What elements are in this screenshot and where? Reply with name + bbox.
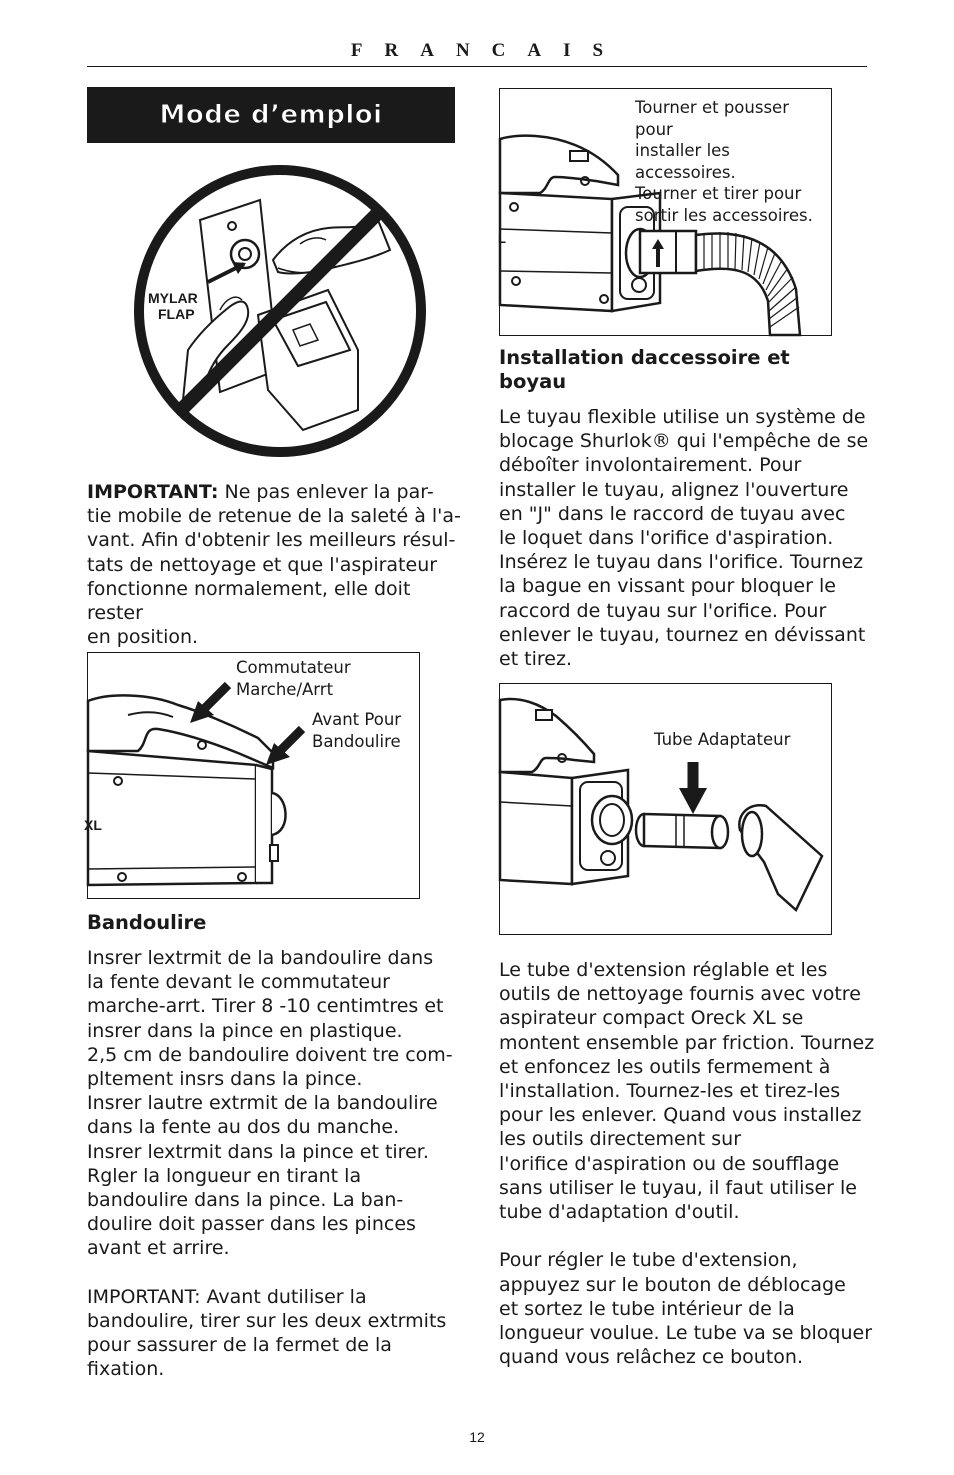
bandoulire-line: 2,5 cm de bandoulire doivent tre com- xyxy=(87,1043,453,1066)
extension-line: montent ensemble par friction. Tournez xyxy=(499,1031,875,1054)
installation-line: raccord de tuyau sur l'orifice. Pour xyxy=(499,599,827,622)
section-title-box xyxy=(87,87,455,143)
caption-line: installer les accessoires. xyxy=(635,141,736,182)
switch-label-line1: Commutateur xyxy=(236,658,351,677)
extension-text xyxy=(499,958,879,1369)
important-label: IMPORTANT: xyxy=(87,481,219,503)
bandoulire-line: Insrer lextrmit de la bandoulire dans xyxy=(87,947,434,969)
bandoulire-line: Insrer lautre extrmit de la bandoulire xyxy=(87,1092,438,1115)
installation-line: et tirez. xyxy=(499,648,573,671)
important-line-1: Ne pas enlever la par- xyxy=(218,481,434,503)
caption-line: Tourner et tirer pour xyxy=(635,184,802,203)
important-line-4: tats de nettoyage et que l'aspirateur xyxy=(87,553,438,576)
switch-label-line2: Marche/Arrt xyxy=(236,679,334,699)
bandoulire-text xyxy=(87,946,477,1382)
extension-line: sans utiliser le tuyau, il faut utiliser le xyxy=(499,1176,857,1199)
bandoulire-line: avant et arrire. xyxy=(87,1237,230,1260)
adapter-figure xyxy=(499,683,832,935)
adapter-label: Tube Adaptateur xyxy=(654,730,791,749)
extension-line: l'orifice d'aspiration ou de soufflage xyxy=(499,1152,840,1175)
accessories-caption xyxy=(635,97,831,226)
header-divider xyxy=(87,66,867,67)
installation-text xyxy=(499,405,879,671)
extension-line: Le tube d'extension réglable et les xyxy=(499,959,828,981)
adapter-illustration xyxy=(500,684,831,934)
page-title: Mode d’emploi xyxy=(159,100,383,130)
page-header-language: FRANCAIS xyxy=(350,40,626,61)
caption-line: sortir les accessoires. xyxy=(635,205,813,225)
bandoulire-important-line: IMPORTANT: Avant dutiliser la xyxy=(87,1285,367,1308)
extension-line: les outils directement sur xyxy=(499,1128,742,1151)
extension-adjust-line: quand vous relâchez ce bouton. xyxy=(499,1346,803,1369)
paragraph-spacer xyxy=(499,1224,879,1248)
installation-line: Insérez le tuyau dans l'orifice. Tournez xyxy=(499,551,864,574)
installation-line: installer le tuyau, alignez l'ouverture xyxy=(499,478,849,501)
bandoulire-line: doulire doit passer dans les pinces xyxy=(87,1213,416,1236)
important-line-5: fonctionne normalement, elle doit rester xyxy=(87,577,411,625)
installation-line: enlever le tuyau, tournez en dévissant xyxy=(499,623,866,646)
switch-strap-figure xyxy=(84,652,420,899)
bandoulire-line: bandoulire dans la pince. La ban- xyxy=(87,1189,404,1212)
xl-logo-fragment: XL xyxy=(84,817,102,833)
strap-label-line2: Bandoulire xyxy=(312,731,401,751)
extension-line: tube d'adaptation d'outil. xyxy=(499,1201,740,1224)
important-line-2: tie mobile de retenue de la saleté à l'a- xyxy=(87,505,461,528)
installation-heading-line1: Installation daccessoire et xyxy=(499,346,790,369)
strap-label xyxy=(312,709,401,752)
caption-line: Tourner et pousser pour xyxy=(635,98,789,139)
extension-adjust-line: Pour régler le tube d'extension, xyxy=(499,1249,798,1272)
installation-heading-line2: boyau xyxy=(499,370,567,393)
extension-line: l'installation. Tournez-les et tirez-les xyxy=(499,1080,841,1103)
strap-label-line1: Avant Pour xyxy=(312,710,402,729)
mylar-label-line2: FLAP xyxy=(158,306,195,322)
bandoulire-important-line: bandoulire, tirer sur les deux extrmits xyxy=(87,1310,447,1333)
bandoulire-line: Rgler la longueur en tirant la xyxy=(87,1164,362,1187)
extension-adjust-line: longueur voulue. Le tube va se bloquer xyxy=(499,1322,873,1345)
accessories-figure xyxy=(499,88,832,336)
bandoulire-line: Insrer lextrmit dans la pince et tirer. xyxy=(87,1140,429,1163)
bandoulire-heading: Bandoulire xyxy=(87,911,207,934)
bandoulire-important-line: pour sassurer de la fermet de la xyxy=(87,1334,392,1357)
bandoulire-line: insrer dans la pince en plastique. xyxy=(87,1019,403,1042)
bandoulire-line: dans la fente au dos du manche. xyxy=(87,1116,400,1139)
mylar-label-line1: MYLAR xyxy=(148,290,198,306)
switch-label xyxy=(236,657,351,700)
bandoulire-line: marche-arrt. Tirer 8 -10 centimtres et xyxy=(87,995,444,1018)
paragraph-spacer xyxy=(87,1261,477,1285)
extension-line: aspirateur compact Oreck XL se xyxy=(499,1007,804,1030)
extension-line: outils de nettoyage fournis avec votre xyxy=(499,983,861,1006)
extension-line: pour les enlever. Quand vous installez xyxy=(499,1104,862,1127)
installation-line: le loquet dans l'orifice d'aspiration. xyxy=(499,527,834,550)
mylar-flap-figure xyxy=(128,160,432,462)
installation-line: Le tuyau flexible utilise un système de xyxy=(499,406,866,428)
important-note xyxy=(87,480,467,649)
bandoulire-important-line: fixation. xyxy=(87,1358,165,1381)
important-line-6: en position. xyxy=(87,626,199,649)
installation-heading xyxy=(499,346,790,394)
important-line-3: vant. Afin d'obtenir les meilleurs résul- xyxy=(87,529,456,552)
bandoulire-line: la fente devant le commutateur xyxy=(87,971,390,994)
extension-adjust-line: appuyez sur le bouton de déblocage xyxy=(499,1273,846,1296)
installation-line: en "J" dans le raccord de tuyau avec xyxy=(499,502,846,525)
extension-line: et enfoncez les outils fermement à xyxy=(499,1055,831,1078)
extension-adjust-line: et sortez le tube intérieur de la xyxy=(499,1297,795,1320)
page-number: 12 xyxy=(469,1429,485,1445)
installation-line: déboîter involontairement. Pour xyxy=(499,454,802,477)
l-logo-fragment: L xyxy=(498,231,506,246)
installation-line: la bague en vissant pour bloquer le xyxy=(499,575,836,598)
installation-line: blocage Shurlok® qui l'empêche de se xyxy=(499,430,869,453)
bandoulire-line: pltement insrs dans la pince. xyxy=(87,1068,363,1091)
